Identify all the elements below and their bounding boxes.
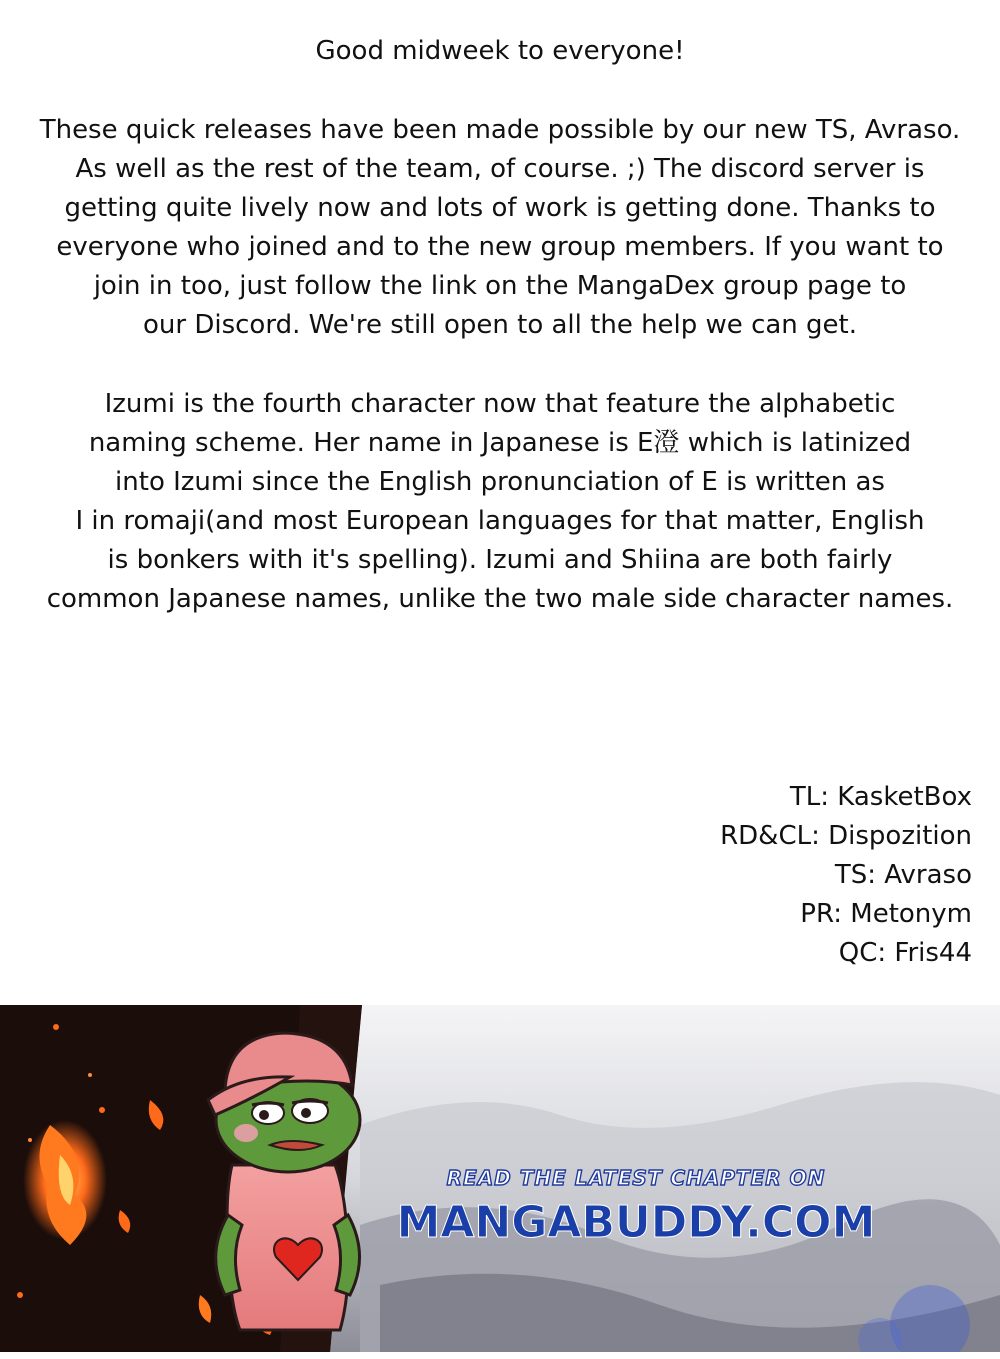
page-bottom-border [0,1352,1000,1359]
paragraph-line: I in romaji(and most European languages for that matter, English [75,506,925,536]
paragraph-line: As well as the rest of the team, of course. ;) The discord server is [75,154,925,184]
credit-redraw-clean: RD&CL: Dispozition [720,821,972,851]
credit-typesetter: TS: Avraso [834,860,972,890]
paragraph-line: is bonkers with it's spelling). Izumi and Shiina are both fairly [107,545,893,575]
banner-artwork [0,1005,1000,1352]
banner-tagline: READ THE LATEST CHAPTER ON [446,1166,826,1190]
credit-translator: TL: KasketBox [789,782,972,812]
credit-quality-check: QC: Fris44 [838,938,972,968]
character-name-paragraph [0,385,1000,619]
release-note-paragraph [0,111,1000,345]
promo-banner[interactable] [0,1005,1000,1352]
pepe-frog-mascot-icon [208,1033,360,1330]
banner-site-name: MANGABUDDY.COM [396,1197,876,1248]
paragraph-line: naming scheme. Her name in Japanese is E澄 which is latinized [88,428,912,458]
paragraph-line: everyone who joined and to the new group members. If you want to [56,232,944,262]
greeting-text: Good midweek to everyone! [315,36,685,66]
paragraph-line: into Izumi since the English pronunciation of E is written as [115,467,885,497]
staff-credits [720,778,972,973]
paragraph-line: Izumi is the fourth character now that feature the alphabetic [104,389,896,419]
paragraph-line: our Discord. We're still open to all the help we can get. [143,310,857,340]
credit-proofreader: PR: Metonym [800,899,972,929]
paragraph-line: join in too, just follow the link on the MangaDex group page to [93,271,907,301]
paragraph-line: These quick releases have been made possible by our new TS, Avraso. [39,115,961,145]
paragraph-line: common Japanese names, unlike the two male side character names. [46,584,954,614]
paragraph-line: getting quite lively now and lots of work is getting done. Thanks to [64,193,936,223]
